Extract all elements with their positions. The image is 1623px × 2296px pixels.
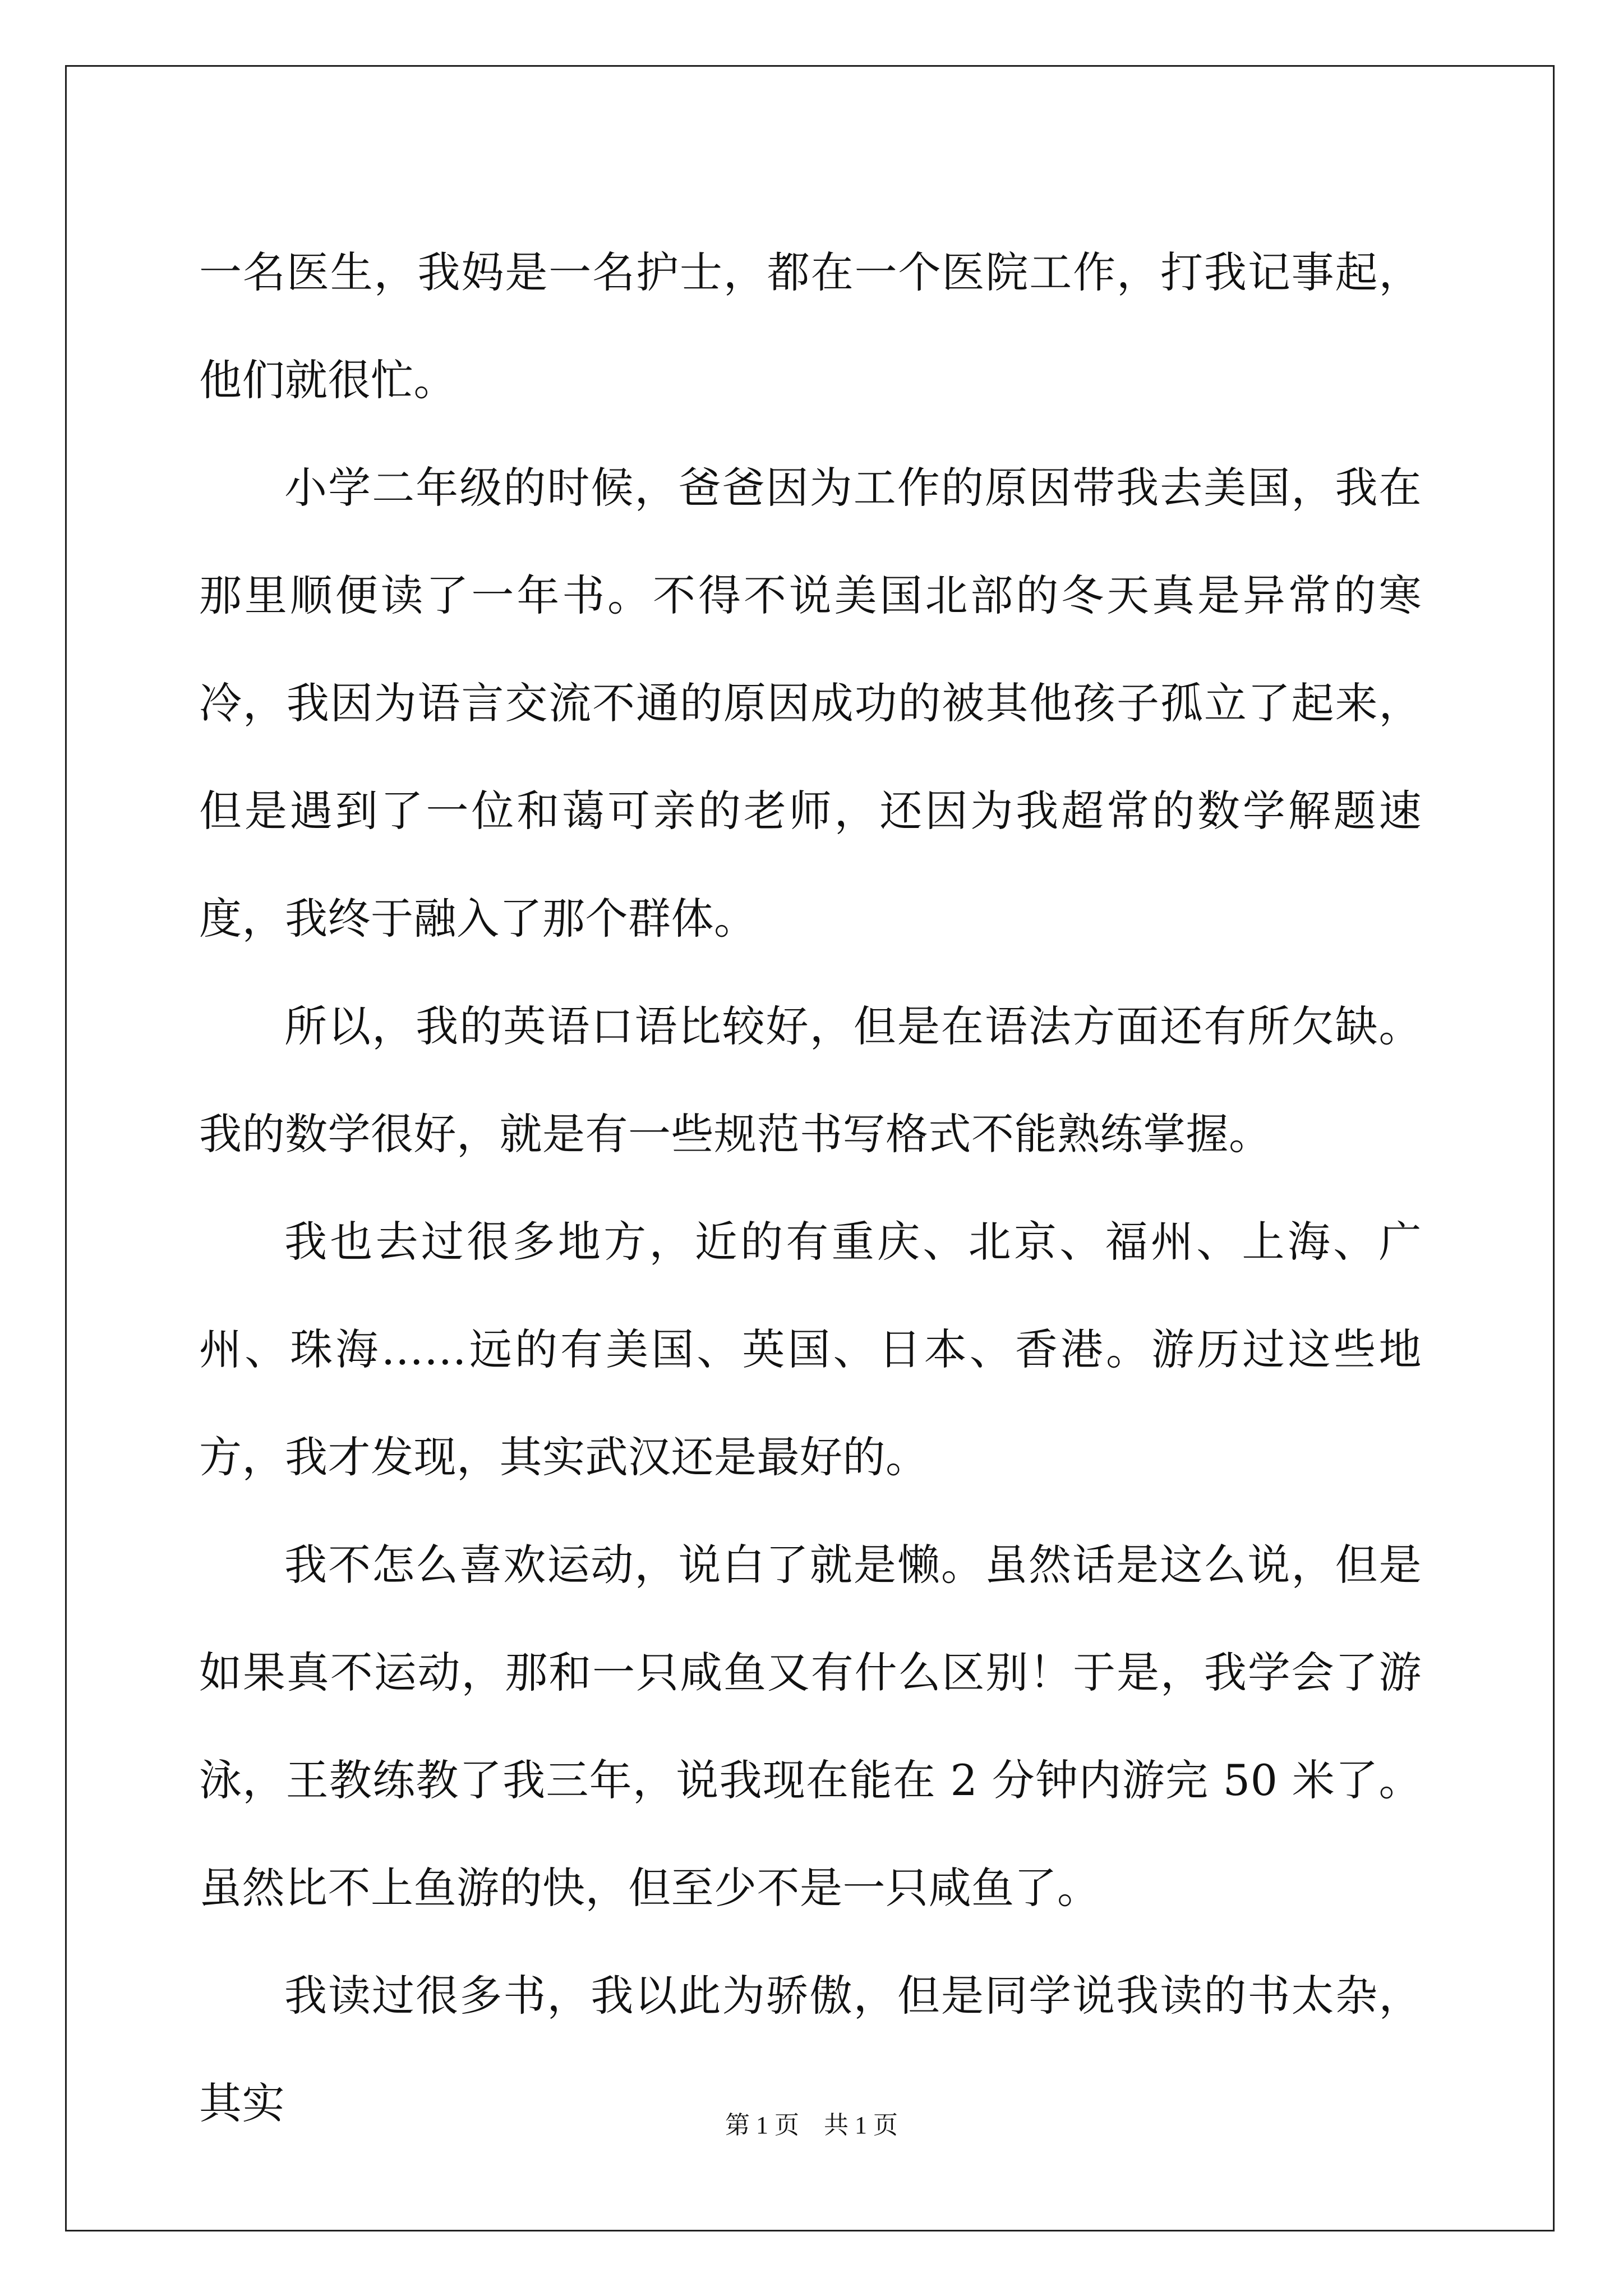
paragraph-1: 一名医生，我妈是一名护士，都在一个医院工作，打我记事起，他们就很忙。 [199,247,1422,405]
document-body [199,219,1422,2157]
paragraph-6: 我读过很多书，我以此为骄傲，但是同学说我读的书太杂，其实 [199,1971,1422,2128]
page-number-footer: 第 1 页 共 1 页 [725,2111,898,2139]
paragraph-3: 所以，我的英语口语比较好，但是在语法方面还有所欠缺。我的数学很好，就是有一些规范书写格式不能熟练掌握。 [199,1001,1422,1159]
paragraph-2: 小学二年级的时候，爸爸因为工作的原因带我去美国，我在那里顺便读了一年书。不得不说美国北部的冬天真是异常的寒冷，我因为语言交流不通的原因成功的被其他孩子孤立了起来，但是遇到了一位和蔼可亲的老师，还因为我超常的数学解题速度，我终于融入了那个群体。 [199,463,1422,944]
paragraph-4: 我也去过很多地方，近的有重庆、北京、福州、上海、广州、珠海……远的有美国、英国、日本、香港。游历过这些地方，我才发现，其实武汉还是最好的。 [199,1217,1422,1482]
paragraph-5: 我不怎么喜欢运动，说白了就是懒。虽然话是这么说，但是如果真不运动，那和一只咸鱼又有什么区别！于是，我学会了游泳，王教练教了我三年，说我现在能在 2 分钟内游完 50 米了。虽然比不上鱼游的快，但至少不是一只咸鱼了。 [199,1540,1422,1913]
